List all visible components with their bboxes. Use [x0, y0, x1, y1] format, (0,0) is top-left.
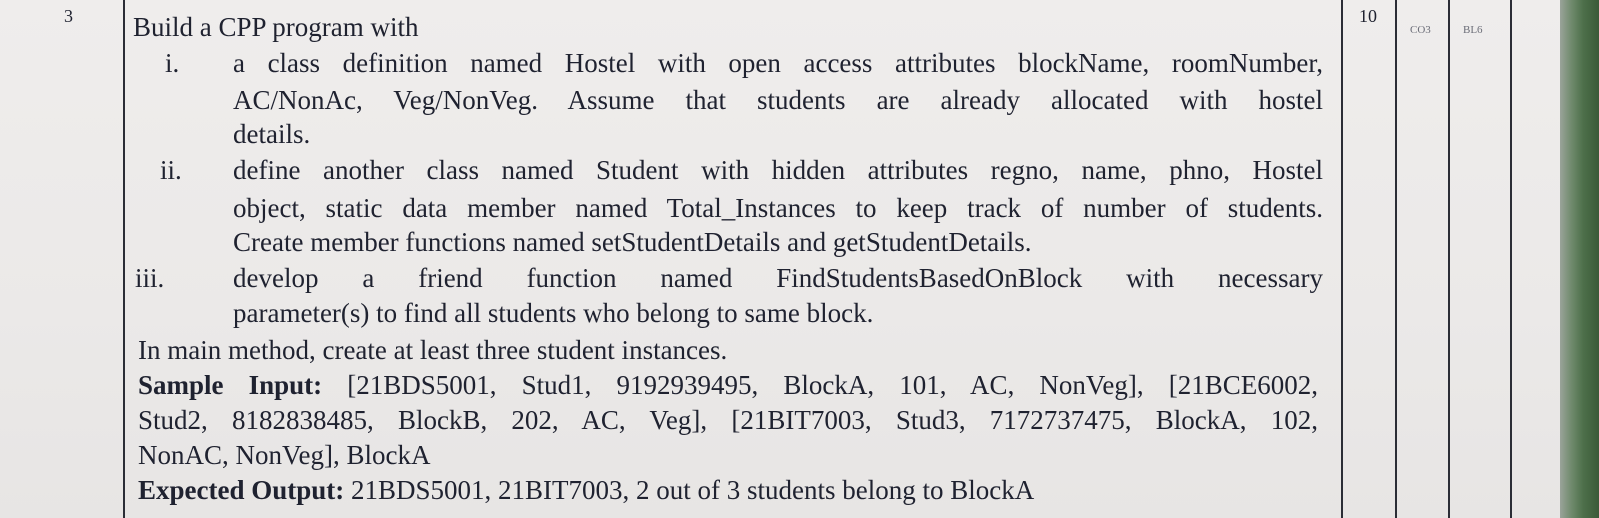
- background-edge: [1560, 0, 1599, 518]
- item-line: object, static data member named Total_Instances to keep track of number of students.: [233, 193, 1323, 223]
- intro: Build a CPP program with: [133, 12, 419, 42]
- course-outcome: CO3: [1410, 24, 1431, 36]
- sample-input-line: [138, 368, 1318, 403]
- expected-output-line: [138, 473, 1034, 508]
- item-line: Create member functions named setStudentDetails and getStudentDetails.: [233, 227, 1032, 257]
- item-roman: ii.: [160, 155, 182, 185]
- item-line: parameter(s) to find all students who belong to same block.: [233, 298, 874, 328]
- item-line: details.: [233, 119, 311, 149]
- sample-input-text: [21BDS5001, Stud1, 9192939495, BlockA, 101, AC, NonVeg], [21BCE6002,: [322, 370, 1318, 400]
- bloom-level: BL6: [1463, 24, 1483, 36]
- question-number: 3: [64, 6, 73, 26]
- column-divider: [123, 0, 125, 518]
- item-line: define another class named Student with hidden attributes regno, name, phno, Hostel: [233, 155, 1323, 185]
- column-divider: [1395, 0, 1397, 518]
- expected-output-text: 21BDS5001, 21BIT7003, 2 out of 3 students belong to BlockA: [344, 475, 1035, 505]
- sample-input-line: NonAC, NonVeg], BlockA: [138, 440, 431, 470]
- item-roman: i.: [165, 48, 180, 78]
- column-divider: [1341, 0, 1343, 518]
- sample-input-line: Stud2, 8182838485, BlockB, 202, AC, Veg], [21BIT7003, Stud3, 7172737475, BlockA, 102,: [138, 405, 1318, 435]
- main-note: In main method, create at least three student instances.: [138, 335, 728, 365]
- column-divider: [1448, 0, 1450, 518]
- expected-output-label: Expected Output:: [138, 475, 345, 505]
- item-line: a class definition named Hostel with open access attributes blockName, roomNumber,: [233, 48, 1323, 78]
- column-divider: [1510, 0, 1512, 518]
- item-roman: iii.: [135, 263, 165, 293]
- item-line: AC/NonAc, Veg/NonVeg. Assume that students are already allocated with hostel: [233, 85, 1323, 115]
- item-line: develop a friend function named FindStudentsBasedOnBlock with necessary: [233, 263, 1323, 293]
- marks: 10: [1359, 6, 1377, 26]
- sample-input-label: Sample Input:: [138, 370, 323, 400]
